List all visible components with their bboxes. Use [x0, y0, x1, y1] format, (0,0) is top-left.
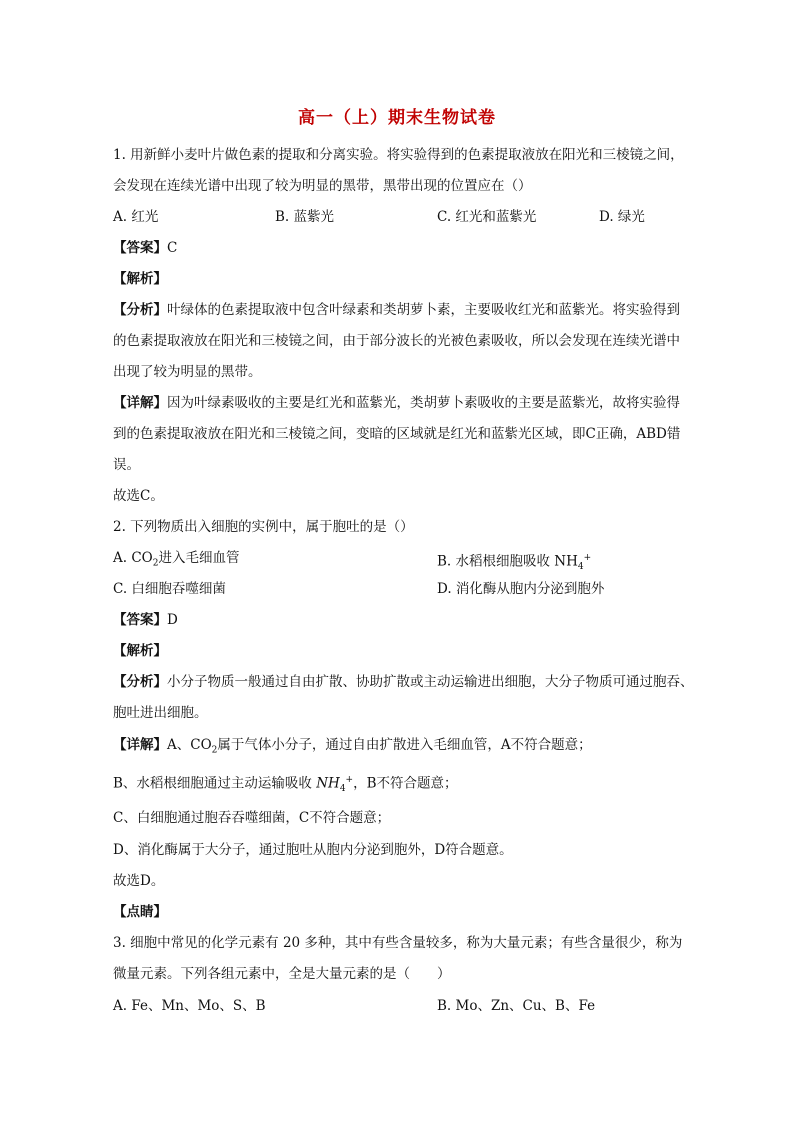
q3-option-b: B. Mo、Zn、Cu、B、Fe	[437, 998, 596, 1014]
q2-stem: 2. 下列物质出入细胞的实例中，属于胞吐的是（）	[113, 519, 414, 535]
q1-fenxi-tag: 【分析】	[113, 302, 167, 318]
q2-answer	[113, 610, 713, 630]
q2-fenxi-tag: 【分析】	[113, 674, 167, 690]
q2-conclusion: 故选D。	[113, 873, 165, 889]
q2-option-b-sup: +	[583, 553, 592, 563]
q1-fenxi-line-1	[113, 300, 713, 320]
q2-xiangjie-d: D、消化酶属于大分子，通过胞吐从胞内分泌到胞外，D符合题意。	[113, 842, 513, 858]
q1-option-b: B. 蓝紫光	[275, 209, 335, 225]
q2-xj-a-sub: 2	[211, 745, 218, 756]
q3-stem-line-1: 3. 细胞中常见的化学元素有 20 多种，其中有些含量较多，称为大量元素；有些含量很少，称为	[113, 935, 683, 951]
q1-analysis-tag: 【解析】	[113, 271, 167, 287]
q1-option-d: D. 绿光	[599, 209, 645, 225]
q2-xj-b-post: ，B不符合题意；	[353, 775, 458, 792]
q1-stem-line-2: 会发现在连续光谱中出现了较为明显的黑带，黑带出现的位置应在（）	[113, 178, 532, 194]
q1-fenxi-text-1: 叶绿体的色素提取液中包含叶绿素和类胡萝卜素，主要吸收红光和蓝紫光。将实验得到	[167, 302, 680, 318]
q1-xiangjie-text-1: 因为叶绿素吸收的主要是红光和蓝紫光，类胡萝卜素吸收的主要是蓝紫光，故将实验得	[167, 395, 680, 411]
q1-stem-line-1: 1. 用新鲜小麦叶片做色素的提取和分离实验。将实验得到的色素提取液放在阳光和三棱镜之间，	[113, 147, 684, 163]
q1-answer-value: C	[167, 240, 178, 256]
q2-xj-b-pre: B、水稻根细胞通过主动运输吸收	[113, 775, 317, 792]
q2-option-b-pre: B. 水稻根细胞吸收 NH	[437, 553, 578, 570]
q3-option-a: A. Fe、Mn、Mo、S、B	[113, 998, 266, 1014]
q1-xiangjie-line-2: 到的色素提取液放在阳光和三棱镜之间，变暗的区域就是红光和蓝紫光区域，即C正确，ABD错	[113, 426, 681, 442]
q2-option-d: D. 消化酶从胞内分泌到胞外	[437, 581, 605, 597]
q1-answer-tag: 【答案】	[113, 240, 167, 256]
q1-xiangjie-line-3: 误。	[113, 457, 140, 473]
q3-stem-line-2: 微量元素。下列各组元素中，全是大量元素的是（ ）	[113, 966, 451, 982]
q2-xj-a-post: 属于气体小分子，通过自由扩散进入毛细血管，A不符合题意；	[217, 737, 592, 753]
q1-option-a: A. 红光	[113, 209, 159, 225]
q1-xiangjie-tag: 【详解】	[113, 395, 167, 411]
q1-option-c: C. 红光和蓝紫光	[437, 209, 537, 225]
q2-xiangjie-c: C、白细胞通过胞吞吞噬细菌，C不符合题意；	[113, 810, 391, 826]
q2-dianjing-tag: 【点睛】	[113, 904, 167, 920]
q2-answer-value: D	[167, 612, 178, 628]
q1-xiangjie-line-1	[113, 393, 713, 413]
page-title: 高一（上）期末生物试卷	[298, 108, 496, 128]
q2-xiangjie-b	[113, 770, 713, 799]
q2-option-a-post: 进入毛细血管	[158, 550, 240, 566]
q2-xj-b-sup: +	[345, 775, 354, 785]
q2-option-b	[437, 548, 591, 577]
q2-fenxi-line-2: 胞吐进出细胞。	[113, 705, 208, 721]
q2-xj-b-nh: NH	[316, 775, 340, 792]
q1-fenxi-line-3: 出现了较为明显的黑带。	[113, 364, 262, 380]
q2-xiangjie-tag: 【详解】	[113, 737, 167, 753]
q1-conclusion: 故选C。	[113, 488, 164, 504]
q2-option-a	[113, 548, 239, 574]
q2-option-b-sub: 4	[577, 562, 584, 573]
q2-fenxi-line-1	[113, 672, 713, 692]
q2-xj-b-sub: 4	[339, 784, 346, 795]
q2-fenxi-text-1: 小分子物质一般通过自由扩散、协助扩散或主动运输进出细胞，大分子物质可通过胞吞、	[167, 674, 694, 690]
q2-analysis-tag: 【解析】	[113, 643, 167, 659]
q2-answer-tag: 【答案】	[113, 612, 167, 628]
q2-option-a-pre: A. CO	[113, 550, 153, 566]
q2-xj-a-pre: A、CO	[167, 737, 212, 753]
q2-option-c: C. 白细胞吞噬细菌	[113, 581, 226, 597]
q2-xiangjie-a	[113, 735, 713, 761]
q2-option-a-sub: 2	[152, 558, 159, 569]
q1-answer	[113, 238, 713, 258]
q1-fenxi-line-2: 的色素提取液放在阳光和三棱镜之间，由于部分波长的光被色素吸收，所以会发现在连续光谱中	[113, 333, 680, 349]
